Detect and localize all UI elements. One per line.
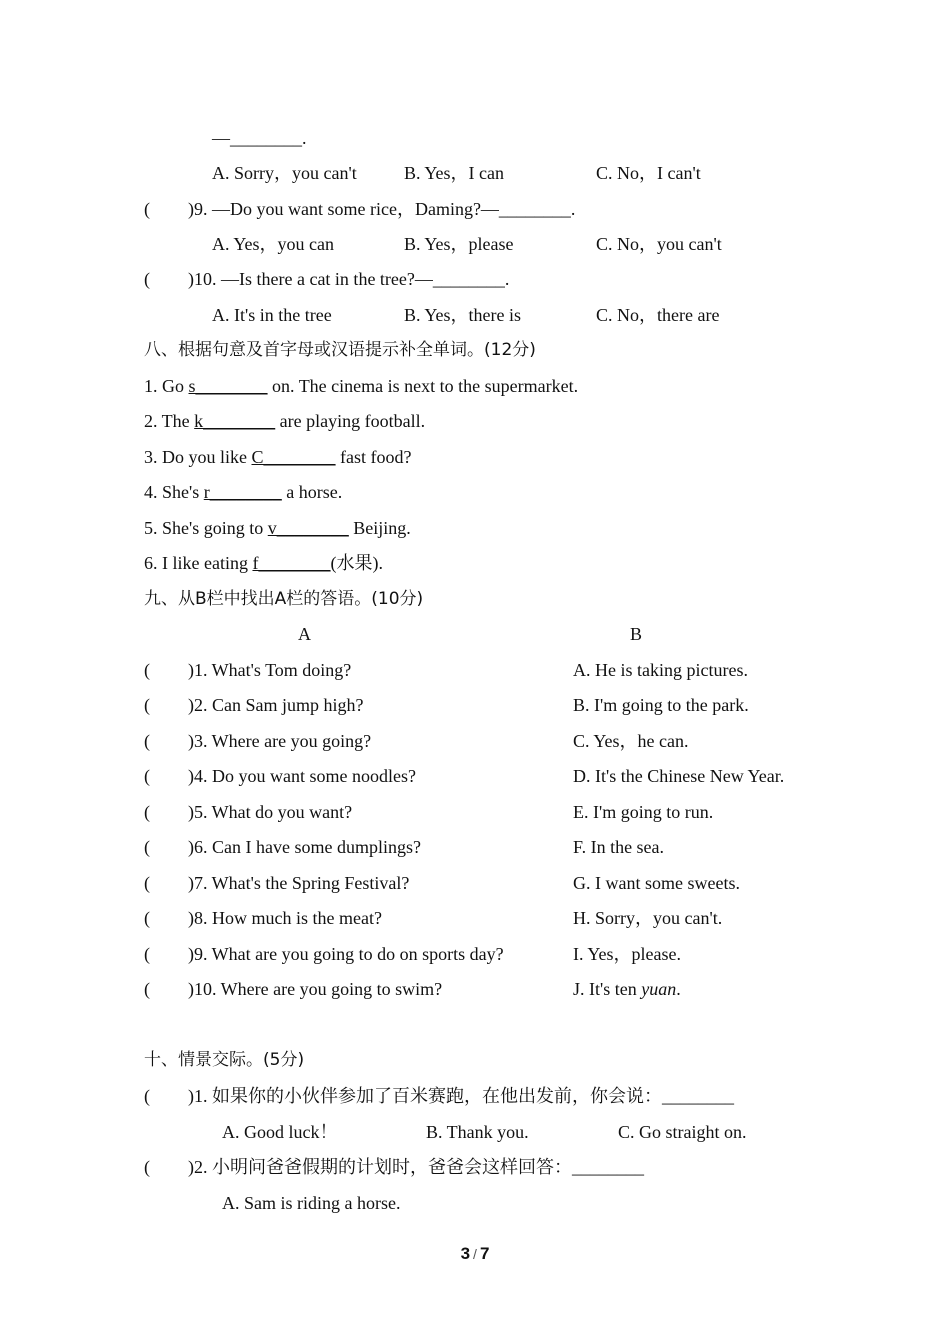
answer-paren[interactable]: ( [144,1157,150,1177]
match-question [144,872,409,894]
answer-paren[interactable]: ( [144,979,150,999]
answer-paren[interactable]: ( [144,660,150,680]
question-text: )7. What's the Spring Festival? [188,873,410,893]
fill-blank[interactable]: r________ [203,482,282,502]
match-answer: E. I'm going to run. [573,802,714,822]
question-text: )1. What's Tom doing? [188,660,352,680]
answer-paren[interactable]: ( [144,837,150,857]
match-question [144,765,416,787]
s10-q2-option-a: A. Sam is riding a horse. [222,1193,401,1213]
match-question [144,659,351,681]
fill-blank[interactable]: s________ [188,376,268,396]
match-question [144,907,382,929]
fill-item [144,481,342,503]
match-question [144,801,352,823]
section8-heading: 八、根据句意及首字母或汉语提示补全单词。(12分) [144,340,536,360]
answer-text: J. It's ten [573,979,642,999]
question-text: )6. Can I have some dumplings? [188,837,421,857]
item-text: 6. I like eating [144,553,253,573]
answer-paren[interactable]: ( [144,944,150,964]
answer-paren[interactable]: ( [144,908,150,928]
question-text: )9. What are you going to do on sports day? [188,944,504,964]
section9-heading: 九、从B栏中找出A栏的答语。(10分) [144,589,424,609]
item-text: (水果). [330,553,383,573]
s10-q1-stem: )1. 如果你的小伙伴参加了百米赛跑，在他出发前，你会说：________ [188,1086,734,1106]
answer-paren[interactable]: ( [144,199,150,219]
answer-paren[interactable]: ( [144,269,150,289]
match-answer: C. Yes，he can. [573,731,689,751]
match-answer: D. It's the Chinese New Year. [573,766,785,786]
question-text: )3. Where are you going? [188,731,372,751]
answer-paren[interactable]: ( [144,802,150,822]
s10-q1-option-b: B. Thank you. [426,1122,529,1142]
q10-option-b: B. Yes，there is [404,305,522,325]
fill-item [144,552,383,574]
q9-option-c: C. No，you can't [596,234,722,254]
answer-text: . [676,979,681,999]
fill-item [144,446,412,468]
answer-italic-word: yuan [641,979,677,999]
answer-paren[interactable]: ( [144,1086,150,1106]
match-answer [573,978,681,1000]
match-answer: I. Yes，please. [573,944,681,964]
match-question [144,694,363,716]
match-answer: F. In the sea. [573,837,665,857]
fill-blank[interactable]: k________ [194,411,276,431]
fill-blank[interactable]: v________ [267,518,349,538]
section10-heading: 十、情景交际。(5分) [144,1050,305,1070]
s10-q2-stem: )2. 小明问爸爸假期的计划时，爸爸会这样回答：________ [188,1157,644,1177]
s10-q1-option-a: A. Good luck！ [222,1122,338,1142]
question-text: )5. What do you want? [188,802,353,822]
q9-option-b: B. Yes，please [404,234,514,254]
q8-option-c: C. No，I can't [596,163,701,183]
question-text: )8. How much is the meat? [188,908,382,928]
column-b-header: B [630,624,643,644]
match-answer: B. I'm going to the park. [573,695,749,715]
fill-item [144,375,578,397]
q10-row [144,268,509,290]
item-text: are playing football. [275,411,426,431]
fill-item [144,410,425,432]
match-question [144,978,442,1000]
item-text: 1. Go [144,376,189,396]
q8-option-b: B. Yes，I can [404,163,505,183]
item-text: 5. She's going to [144,518,268,538]
match-question [144,943,504,965]
q10-stem: )10. —Is there a cat in the tree?—________. [188,269,510,289]
q10-option-c: C. No，there are [596,305,720,325]
item-text: 2. The [144,411,195,431]
question-text: )4. Do you want some noodles? [188,766,416,786]
answer-paren[interactable]: ( [144,695,150,715]
page-separator: / [473,1246,477,1262]
item-text: 4. She's [144,482,204,502]
q8-option-a: A. Sorry，you can't [212,163,357,183]
q9-option-a: A. Yes，you can [212,234,335,254]
q10-option-a: A. It's in the tree [212,305,332,325]
s10-q1-option-c: C. Go straight on. [618,1122,747,1142]
item-text: on. The cinema is next to the supermarket. [267,376,579,396]
q8-answer-blank: —________. [212,128,307,148]
s10-q1-row [144,1085,734,1107]
page-current: 3 [460,1244,471,1263]
item-text: 3. Do you like [144,447,252,467]
match-question [144,730,371,752]
answer-paren[interactable]: ( [144,766,150,786]
match-answer: G. I want some sweets. [573,873,740,893]
column-a-header: A [298,624,311,644]
s10-q2-row [144,1156,644,1178]
q9-stem: )9. —Do you want some rice，Daming?—________. [188,199,576,219]
item-text: a horse. [281,482,343,502]
match-answer: H. Sorry，you can't. [573,908,723,928]
answer-paren[interactable]: ( [144,731,150,751]
item-text: Beijing. [348,518,411,538]
fill-blank[interactable]: C________ [251,447,336,467]
fill-blank[interactable]: f________ [252,553,331,573]
match-answer: A. He is taking pictures. [573,660,748,680]
question-text: )10. Where are you going to swim? [188,979,443,999]
page-number [0,1243,950,1265]
q9-row [144,198,575,220]
answer-paren[interactable]: ( [144,873,150,893]
match-question [144,836,421,858]
item-text: fast food? [335,447,412,467]
question-text: )2. Can Sam jump high? [188,695,364,715]
page-total: 7 [479,1244,490,1263]
fill-item [144,517,411,539]
